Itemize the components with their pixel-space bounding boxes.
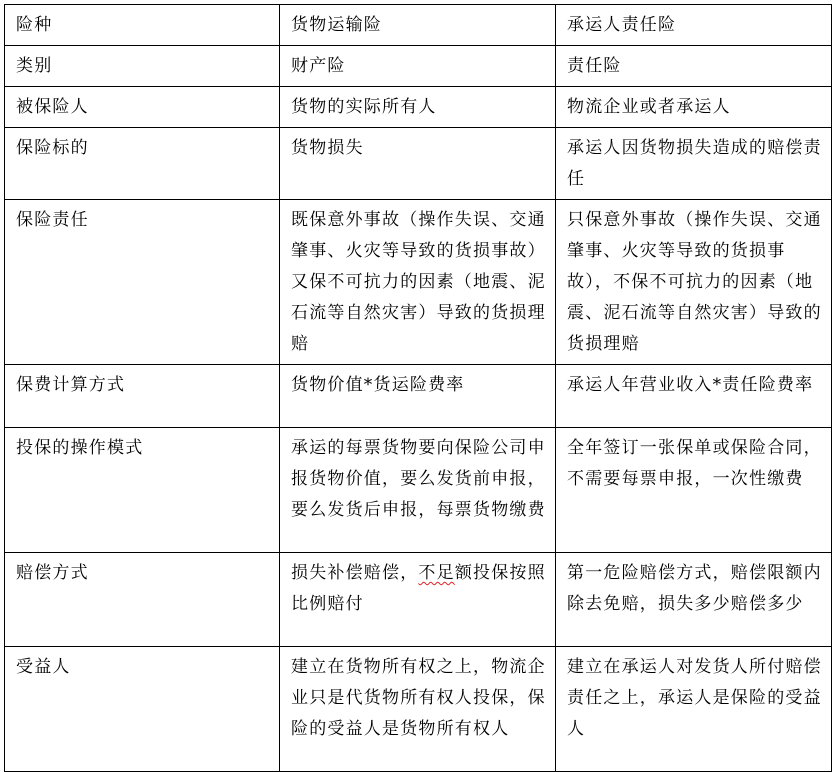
row-label: 类别 [5, 46, 280, 87]
row-label: 投保的操作模式 [5, 428, 280, 553]
cargo-cell: 货物损失 [280, 128, 556, 200]
carrier-cell: 第一危险赔偿方式，赔偿限额内除去免赔，损失多少赔偿多少 [556, 553, 832, 647]
carrier-cell: 只保意外事故（操作失误、交通肇事、火灾等导致的货损事故），不保不可抗力的因素（地震、泥石流等自然灾害）导致的货损理赔 [556, 200, 832, 365]
table-header-row [5, 5, 832, 46]
table-row [5, 553, 832, 647]
cargo-text-part: 损失补偿赔偿， [291, 563, 419, 583]
table-row [5, 200, 832, 365]
cargo-text-part: 额投保按照比例赔付 [291, 563, 546, 614]
row-label: 被保险人 [5, 87, 280, 128]
row-label: 保险标的 [5, 128, 280, 200]
carrier-cell: 承运人因货物损失造成的赔偿责任 [556, 128, 832, 200]
cargo-cell: 货物的实际所有人 [280, 87, 556, 128]
cargo-cell: 既保意外事故（操作失误、交通肇事、火灾等导致的货损事故）又保不可抗力的因素（地震、泥石流等自然灾害）导致的货损理赔 [280, 200, 556, 365]
table-row [5, 365, 832, 428]
cargo-cell: 货物价值*货运险费率 [280, 365, 556, 428]
table-row [5, 647, 832, 772]
header-cell-insurance-type: 险种 [5, 5, 280, 46]
carrier-cell: 物流企业或者承运人 [556, 87, 832, 128]
cargo-cell: 财产险 [280, 46, 556, 87]
cargo-cell [280, 553, 556, 647]
carrier-cell: 建立在承运人对发货人所付赔偿责任之上，承运人是保险的受益人 [556, 647, 832, 772]
carrier-cell: 全年签订一张保单或保险合同，不需要每票申报，一次性缴费 [556, 428, 832, 553]
header-cell-carrier-liability: 承运人责任险 [556, 5, 832, 46]
carrier-cell: 承运人年营业收入*责任险费率 [556, 365, 832, 428]
table-row [5, 87, 832, 128]
header-cell-cargo-insurance: 货物运输险 [280, 5, 556, 46]
spellcheck-flagged-text: 不足 [418, 563, 455, 583]
cargo-cell: 建立在货物所有权之上，物流企业只是代货物所有权人投保，保险的受益人是货物所有权人 [280, 647, 556, 772]
insurance-comparison-table [4, 4, 832, 772]
table-row [5, 428, 832, 553]
row-label: 保费计算方式 [5, 365, 280, 428]
carrier-cell: 责任险 [556, 46, 832, 87]
cargo-cell: 承运的每票货物要向保险公司申报货物价值，要么发货前申报，要么发货后申报，每票货物缴费 [280, 428, 556, 553]
table-row [5, 46, 832, 87]
table-row [5, 128, 832, 200]
row-label: 受益人 [5, 647, 280, 772]
comparison-table-wrapper [4, 4, 832, 772]
row-label: 保险责任 [5, 200, 280, 365]
row-label: 赔偿方式 [5, 553, 280, 647]
